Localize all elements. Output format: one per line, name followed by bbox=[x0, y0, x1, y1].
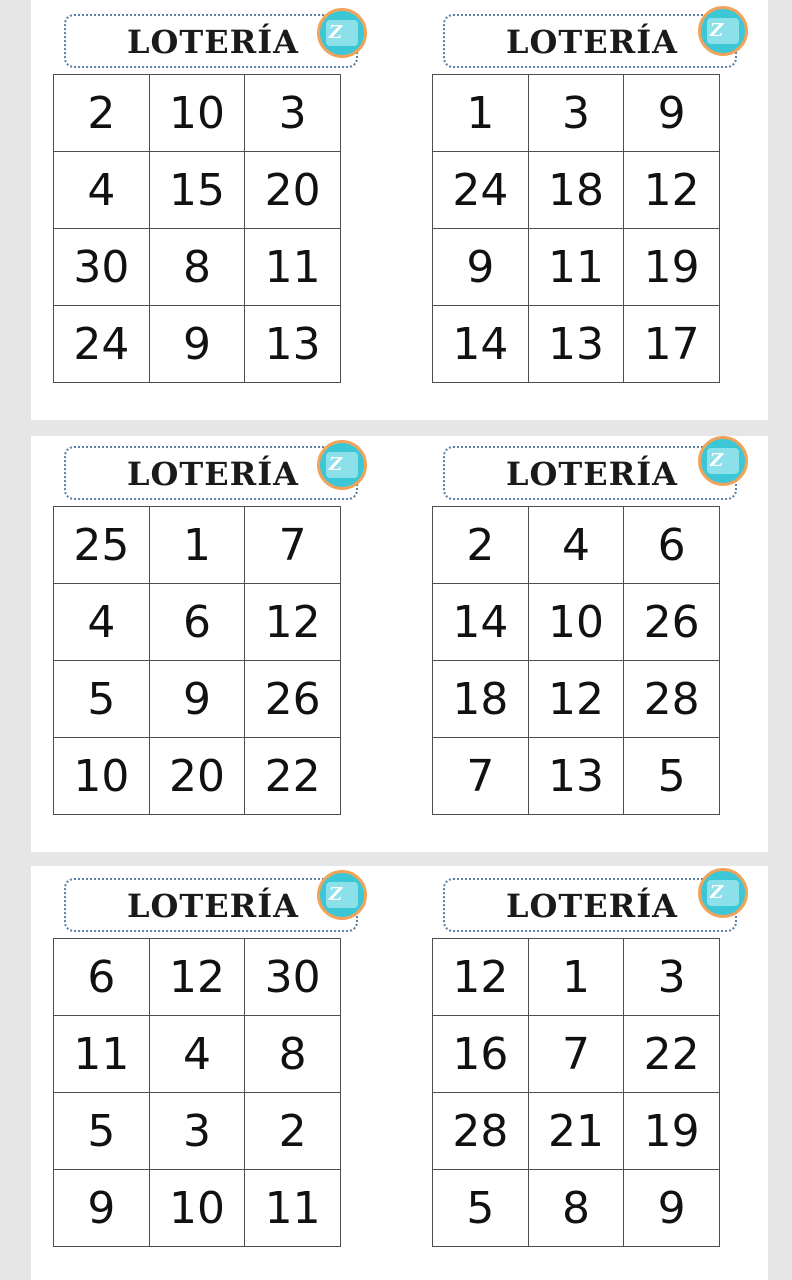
grid-cell: 21 bbox=[528, 1093, 624, 1170]
grid-cell: 9 bbox=[149, 661, 245, 738]
grid-cell: 28 bbox=[624, 661, 720, 738]
number-grid bbox=[53, 938, 341, 1247]
grid-cell: 12 bbox=[433, 939, 529, 1016]
grid-cell: 9 bbox=[433, 229, 529, 306]
grid-cell: 1 bbox=[149, 507, 245, 584]
grid-cell: 25 bbox=[54, 507, 150, 584]
grid-cell: 28 bbox=[433, 1093, 529, 1170]
grid-cell: 22 bbox=[624, 1016, 720, 1093]
grid-cell: 7 bbox=[433, 738, 529, 815]
grid-cell: 1 bbox=[433, 75, 529, 152]
grid-cell: 14 bbox=[433, 306, 529, 383]
grid-cell: 8 bbox=[245, 1016, 341, 1093]
zahy-logo-icon: Z bbox=[317, 440, 367, 490]
card-header bbox=[443, 14, 737, 68]
grid-cell: 12 bbox=[245, 584, 341, 661]
grid-cell: 4 bbox=[528, 507, 624, 584]
number-grid bbox=[53, 506, 341, 815]
card-title: LOTERÍA bbox=[506, 455, 678, 493]
grid-cell: 24 bbox=[54, 306, 150, 383]
card-header bbox=[64, 446, 358, 500]
grid-cell: 10 bbox=[149, 75, 245, 152]
grid-cell: 11 bbox=[245, 229, 341, 306]
grid-cell: 12 bbox=[149, 939, 245, 1016]
grid-cell: 26 bbox=[245, 661, 341, 738]
grid-cell: 5 bbox=[54, 1093, 150, 1170]
grid-cell: 4 bbox=[54, 152, 150, 229]
grid-cell: 16 bbox=[433, 1016, 529, 1093]
grid-cell: 13 bbox=[245, 306, 341, 383]
grid-cell: 13 bbox=[528, 306, 624, 383]
grid-cell: 12 bbox=[624, 152, 720, 229]
grid-cell: 3 bbox=[528, 75, 624, 152]
number-grid bbox=[432, 74, 720, 383]
zahy-logo-icon: Z bbox=[698, 6, 748, 56]
grid-cell: 13 bbox=[528, 738, 624, 815]
grid-cell: 9 bbox=[149, 306, 245, 383]
zahy-logo-icon: Z bbox=[317, 8, 367, 58]
card-title: LOTERÍA bbox=[127, 23, 299, 61]
grid-cell: 5 bbox=[54, 661, 150, 738]
number-grid bbox=[53, 74, 341, 383]
card-title: LOTERÍA bbox=[127, 887, 299, 925]
grid-cell: 7 bbox=[245, 507, 341, 584]
card-title: LOTERÍA bbox=[127, 455, 299, 493]
grid-cell: 12 bbox=[528, 661, 624, 738]
grid-cell: 11 bbox=[54, 1016, 150, 1093]
grid-cell: 7 bbox=[528, 1016, 624, 1093]
grid-cell: 19 bbox=[624, 1093, 720, 1170]
grid-cell: 10 bbox=[54, 738, 150, 815]
grid-cell: 3 bbox=[624, 939, 720, 1016]
grid-cell: 17 bbox=[624, 306, 720, 383]
grid-cell: 22 bbox=[245, 738, 341, 815]
grid-cell: 24 bbox=[433, 152, 529, 229]
card-header bbox=[64, 14, 358, 68]
grid-cell: 18 bbox=[433, 661, 529, 738]
grid-cell: 4 bbox=[149, 1016, 245, 1093]
grid-cell: 1 bbox=[528, 939, 624, 1016]
grid-cell: 14 bbox=[433, 584, 529, 661]
number-grid bbox=[432, 506, 720, 815]
zahy-logo-icon: Z bbox=[698, 436, 748, 486]
grid-cell: 4 bbox=[54, 584, 150, 661]
grid-cell: 26 bbox=[624, 584, 720, 661]
grid-cell: 2 bbox=[54, 75, 150, 152]
zahy-logo-icon: Z bbox=[698, 868, 748, 918]
grid-cell: 5 bbox=[624, 738, 720, 815]
grid-cell: 9 bbox=[624, 1170, 720, 1247]
grid-cell: 20 bbox=[245, 152, 341, 229]
card-title: LOTERÍA bbox=[506, 23, 678, 61]
card-title: LOTERÍA bbox=[506, 887, 678, 925]
grid-cell: 8 bbox=[528, 1170, 624, 1247]
grid-cell: 2 bbox=[433, 507, 529, 584]
grid-cell: 30 bbox=[245, 939, 341, 1016]
grid-cell: 3 bbox=[245, 75, 341, 152]
grid-cell: 5 bbox=[433, 1170, 529, 1247]
grid-cell: 10 bbox=[528, 584, 624, 661]
grid-cell: 15 bbox=[149, 152, 245, 229]
grid-cell: 6 bbox=[54, 939, 150, 1016]
card-header bbox=[443, 878, 737, 932]
grid-cell: 3 bbox=[149, 1093, 245, 1170]
grid-cell: 6 bbox=[149, 584, 245, 661]
number-grid bbox=[432, 938, 720, 1247]
grid-cell: 18 bbox=[528, 152, 624, 229]
grid-cell: 19 bbox=[624, 229, 720, 306]
grid-cell: 10 bbox=[149, 1170, 245, 1247]
grid-cell: 11 bbox=[245, 1170, 341, 1247]
grid-cell: 11 bbox=[528, 229, 624, 306]
grid-cell: 6 bbox=[624, 507, 720, 584]
grid-cell: 20 bbox=[149, 738, 245, 815]
grid-cell: 30 bbox=[54, 229, 150, 306]
grid-cell: 8 bbox=[149, 229, 245, 306]
zahy-logo-icon: Z bbox=[317, 870, 367, 920]
grid-cell: 2 bbox=[245, 1093, 341, 1170]
card-header bbox=[64, 878, 358, 932]
grid-cell: 9 bbox=[624, 75, 720, 152]
card-header bbox=[443, 446, 737, 500]
grid-cell: 9 bbox=[54, 1170, 150, 1247]
